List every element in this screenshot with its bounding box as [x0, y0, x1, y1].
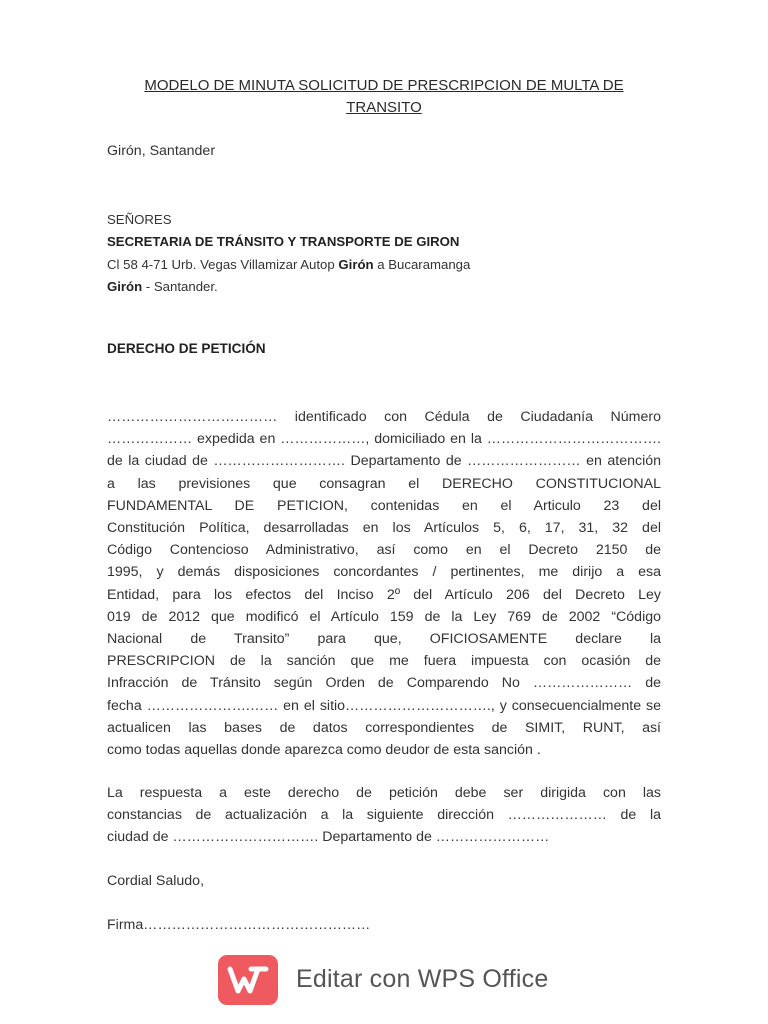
petition-body-line: FUNDAMENTAL DE PETICION, contenidas en el Articulo 23 del: [107, 497, 661, 514]
recipient-city: [107, 276, 470, 298]
document-title-line-1: MODELO DE MINUTA SOLICITUD DE PRESCRIPCION DE MULTA DE: [144, 77, 624, 94]
petition-body-line: Código Contencioso Administrativo, así como en el Decreto 2150 de: [107, 542, 661, 559]
petition-body-line: como todas aquellas donde aparezca como deudor de esta sanción .: [107, 742, 541, 759]
recipient-entity: SECRETARIA DE TRÁNSITO Y TRANSPORTE DE GIRON: [107, 234, 460, 250]
petition-body-line: 1995, y demás disposiciones concordantes / pertinentes, me dirijo a esa: [107, 564, 661, 581]
petition-body: [107, 406, 661, 761]
response-paragraph-line: constancias de actualización a la siguiente dirección ………………… de la: [107, 807, 661, 824]
recipient-address-city: Girón: [338, 256, 374, 272]
recipient-block: [107, 209, 470, 299]
recipient-address-part2: a Bucaramanga: [373, 256, 471, 272]
signature-line: Firma…………………………………………: [107, 917, 371, 933]
recipient-address: [107, 254, 470, 276]
petition-body-line: ……………………………… identificado con Cédula de Ciudadanía Número: [107, 409, 661, 425]
petition-body-line: fecha ………………….…… en el sitio…………………………., y consecuencialmente se: [107, 697, 661, 714]
wps-edit-banner[interactable]: [218, 955, 578, 1007]
petition-body-line: de la ciudad de ………………………. Departamento de …………………… en atención: [107, 453, 661, 470]
closing-greeting: Cordial Saludo,: [107, 873, 205, 889]
response-paragraph-line: La respuesta a este derecho de petición debe ser dirigida con las: [107, 785, 661, 801]
petition-body-line: PRESCRIPCION de la sanción que me fuera impuesta con ocasión de: [107, 653, 661, 670]
document-title-line-2: TRANSITO: [346, 99, 422, 116]
document-title: [120, 75, 648, 119]
recipient-address-part1: Cl 58 4-71 Urb. Vegas Villamizar Autop: [107, 256, 339, 272]
petition-body-line: Infracción de Tránsito según Orden de Comparendo No ………………… de: [107, 675, 661, 692]
petition-body-line: ……………… expedida en ………………, domiciliado en la ……………………………….: [107, 431, 661, 448]
recipient-salutation: SEÑORES: [107, 212, 172, 227]
petition-body-line: 019 de 2012 que modificó el Artículo 159 de la Ley 769 de 2002 “Código: [107, 608, 661, 625]
petition-body-line: a las previsiones que consagran el DERECHO CONSTITUCIONAL: [107, 475, 661, 492]
petition-body-line: Entidad, para los efectos del Inciso 2º del Artículo 206 del Decreto Ley: [107, 586, 661, 603]
recipient-city-name: Girón: [107, 279, 143, 295]
petition-body-line: Constitución Política, desarrolladas en los Artículos 5, 6, 17, 31, 32 del: [107, 520, 661, 537]
response-paragraph-line: ciudad de …………………………. Departamento de ……………………: [107, 829, 550, 846]
petition-body-line: Nacional de Transito” para que, OFICIOSAMENTE declare la: [107, 631, 661, 648]
wps-office-logo-icon[interactable]: [218, 955, 278, 1005]
place-date: Girón, Santander: [107, 143, 216, 159]
petition-heading: DERECHO DE PETICIÓN: [107, 341, 266, 356]
wps-edit-label[interactable]: Editar con WPS Office: [296, 965, 549, 993]
petition-body-line: actualicen las bases de datos correspondientes de SIMIT, RUNT, así: [107, 719, 661, 736]
response-paragraph: [107, 782, 661, 849]
recipient-city-rest: - Santander.: [142, 279, 218, 295]
